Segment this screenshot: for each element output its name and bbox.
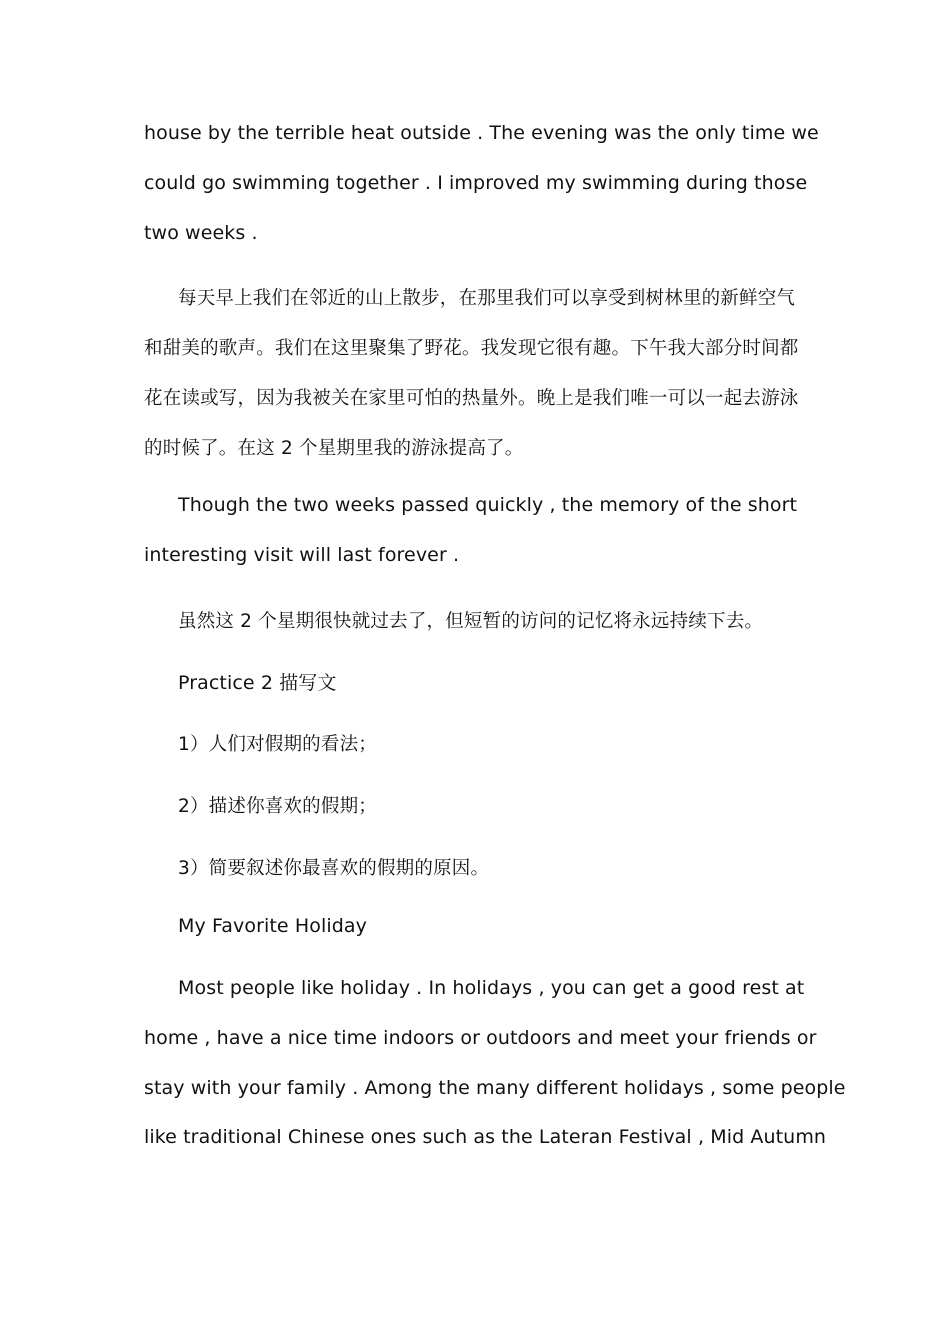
paragraph-line: house by the terrible heat outside . The evening was the only time we	[144, 122, 819, 144]
paragraph-line: Though the two weeks passed quickly , the memory of the short	[178, 494, 798, 516]
paragraph-line: 每天早上我们在邻近的山上散步，在那里我们可以享受到树林里的新鲜空气	[178, 288, 796, 309]
paragraph-line: 花在读或写，因为我被关在家里可怕的热量外。晚上是我们唯一可以一起去游泳	[144, 388, 799, 409]
requirement-item: 2）描述你喜欢的假期；	[178, 796, 377, 817]
paragraph-line: home , have a nice time indoors or outdoors and meet your friends or	[144, 1027, 817, 1049]
practice-heading: Practice 2 描写文	[178, 672, 337, 694]
paragraph-line: interesting visit will last forever .	[144, 544, 460, 566]
requirement-item: 1）人们对假期的看法；	[178, 734, 377, 755]
paragraph-line: stay with your family . Among the many different holidays , some people	[144, 1077, 846, 1099]
essay-title: My Favorite Holiday	[178, 915, 367, 937]
requirement-item: 3）简要叙述你最喜欢的假期的原因。	[178, 858, 490, 879]
paragraph-line: two weeks .	[144, 222, 258, 244]
paragraph-line: 虽然这 2 个星期很快就过去了，但短暂的访问的记忆将永远持续下去。	[178, 611, 764, 632]
paragraph-line: 的时候了。在这 2 个星期里我的游泳提高了。	[144, 438, 524, 459]
paragraph-line: 和甜美的歌声。我们在这里聚集了野花。我发现它很有趣。下午我大部分时间都	[144, 338, 799, 359]
paragraph-line: Most people like holiday . In holidays , you can get a good rest at	[178, 977, 805, 999]
paragraph-line: could go swimming together . I improved my swimming during those	[144, 172, 808, 194]
paragraph-line: like traditional Chinese ones such as the Lateran Festival , Mid Autumn	[144, 1126, 827, 1148]
